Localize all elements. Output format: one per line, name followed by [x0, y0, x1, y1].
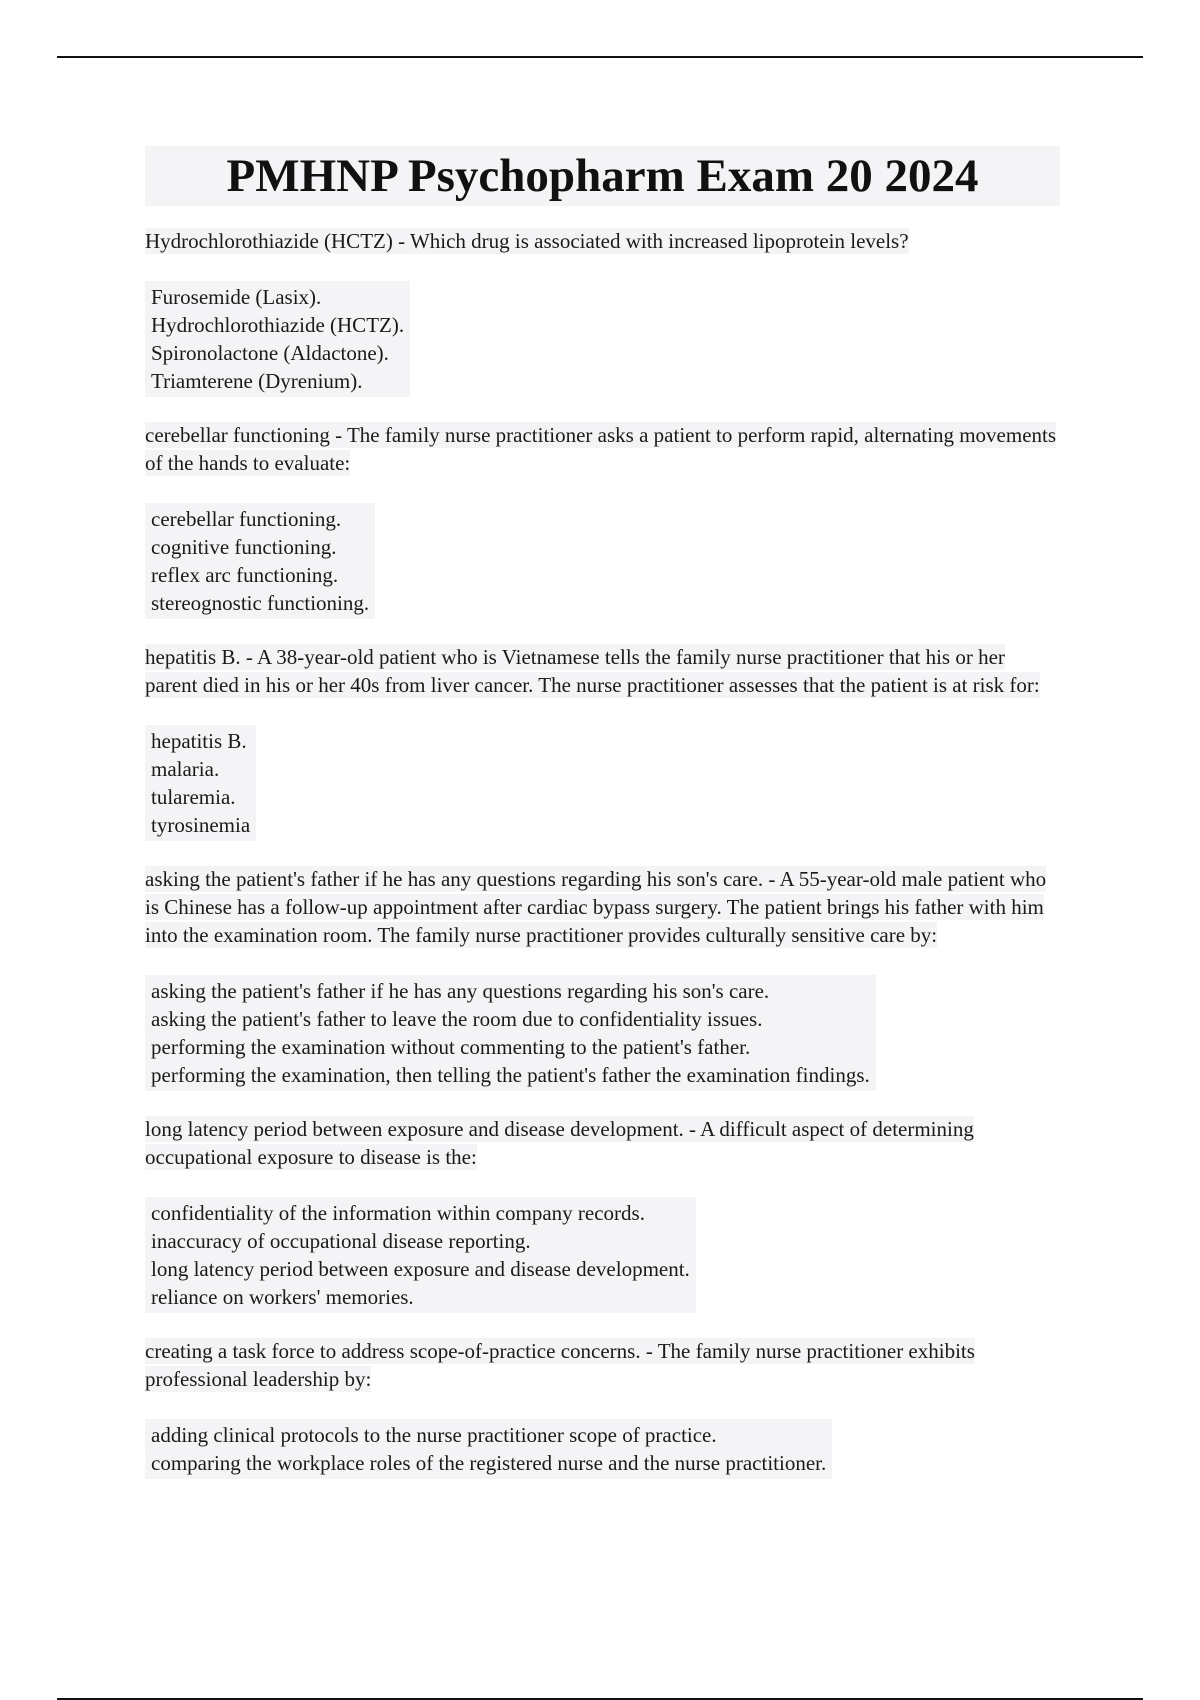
question-block-4: [145, 865, 1060, 1091]
question-block-6: [145, 1337, 1060, 1479]
option-list: [145, 725, 256, 841]
option-item: malaria.: [151, 757, 220, 781]
question-block-2: [145, 421, 1060, 619]
option-list: [145, 503, 375, 619]
question-6-text: creating a task force to address scope-of-practice concerns. - The family nurse practitioner exhibits professional leadership by:: [145, 1339, 975, 1391]
option-list: [145, 1419, 832, 1479]
option-item: reflex arc functioning.: [151, 563, 339, 587]
question-text: [145, 1115, 1060, 1171]
question-text: [145, 865, 1060, 949]
option-list: [145, 1197, 696, 1313]
option-item: long latency period between exposure and disease development.: [151, 1257, 690, 1281]
option-item: performing the examination without commenting to the patient's father.: [151, 1035, 751, 1059]
option-item: cerebellar functioning.: [151, 507, 342, 531]
top-rule: [57, 56, 1143, 58]
option-list: [145, 281, 410, 397]
question-block-5: [145, 1115, 1060, 1313]
question-4-text: asking the patient's father if he has any questions regarding his son's care. - A 55-year-old male patient who is Chinese has a follow-up appointment after cardiac bypass surgery. The patient brings his father with him into the examination room. The family nurse practitioner provides culturally sensitive care by:: [145, 867, 1047, 947]
option-item: Hydrochlorothiazide (HCTZ).: [151, 313, 405, 337]
question-2-text: cerebellar functioning - The family nurse practitioner asks a patient to perform rapid, alternating movements of the hands to evaluate:: [145, 423, 1057, 475]
document-page: [145, 146, 1060, 1479]
question-text: [145, 421, 1060, 477]
question-1-text: Hydrochlorothiazide (HCTZ) - Which drug is associated with increased lipoprotein levels?: [145, 229, 909, 253]
option-item: Furosemide (Lasix).: [151, 285, 322, 309]
question-5-text: long latency period between exposure and disease development. - A difficult aspect of determining occupational exposure to disease is the:: [145, 1117, 974, 1169]
option-item: asking the patient's father if he has any questions regarding his son's care.: [151, 979, 770, 1003]
option-item: tyrosinemia: [151, 813, 251, 837]
question-text: [145, 1337, 1060, 1393]
option-item: cognitive functioning.: [151, 535, 337, 559]
option-item: reliance on workers' memories.: [151, 1285, 414, 1309]
option-item: comparing the workplace roles of the registered nurse and the nurse practitioner.: [151, 1451, 827, 1475]
option-item: adding clinical protocols to the nurse practitioner scope of practice.: [151, 1423, 717, 1447]
option-item: confidentiality of the information within company records.: [151, 1201, 645, 1225]
option-item: Spironolactone (Aldactone).: [151, 341, 389, 365]
option-item: inaccuracy of occupational disease reporting.: [151, 1229, 531, 1253]
option-item: Triamterene (Dyrenium).: [151, 369, 363, 393]
question-block-3: [145, 643, 1060, 841]
title-banner: [145, 146, 1060, 206]
option-list: [145, 975, 876, 1091]
option-item: hepatitis B.: [151, 729, 247, 753]
option-item: stereognostic functioning.: [151, 591, 370, 615]
page-title: PMHNP Psychopharm Exam 20 2024: [226, 150, 979, 202]
question-block-1: [145, 227, 1060, 397]
option-item: asking the patient's father to leave the room due to confidentiality issues.: [151, 1007, 763, 1031]
option-item: tularemia.: [151, 785, 236, 809]
question-text: [145, 643, 1060, 699]
question-text: [145, 227, 1060, 255]
question-3-text: hepatitis B. - A 38-year-old patient who is Vietnamese tells the family nurse practitioner that his or her parent died in his or her 40s from liver cancer. The nurse practitioner assesses that the patient is at risk for:: [145, 645, 1040, 697]
option-item: performing the examination, then telling the patient's father the examination findings.: [151, 1063, 870, 1087]
